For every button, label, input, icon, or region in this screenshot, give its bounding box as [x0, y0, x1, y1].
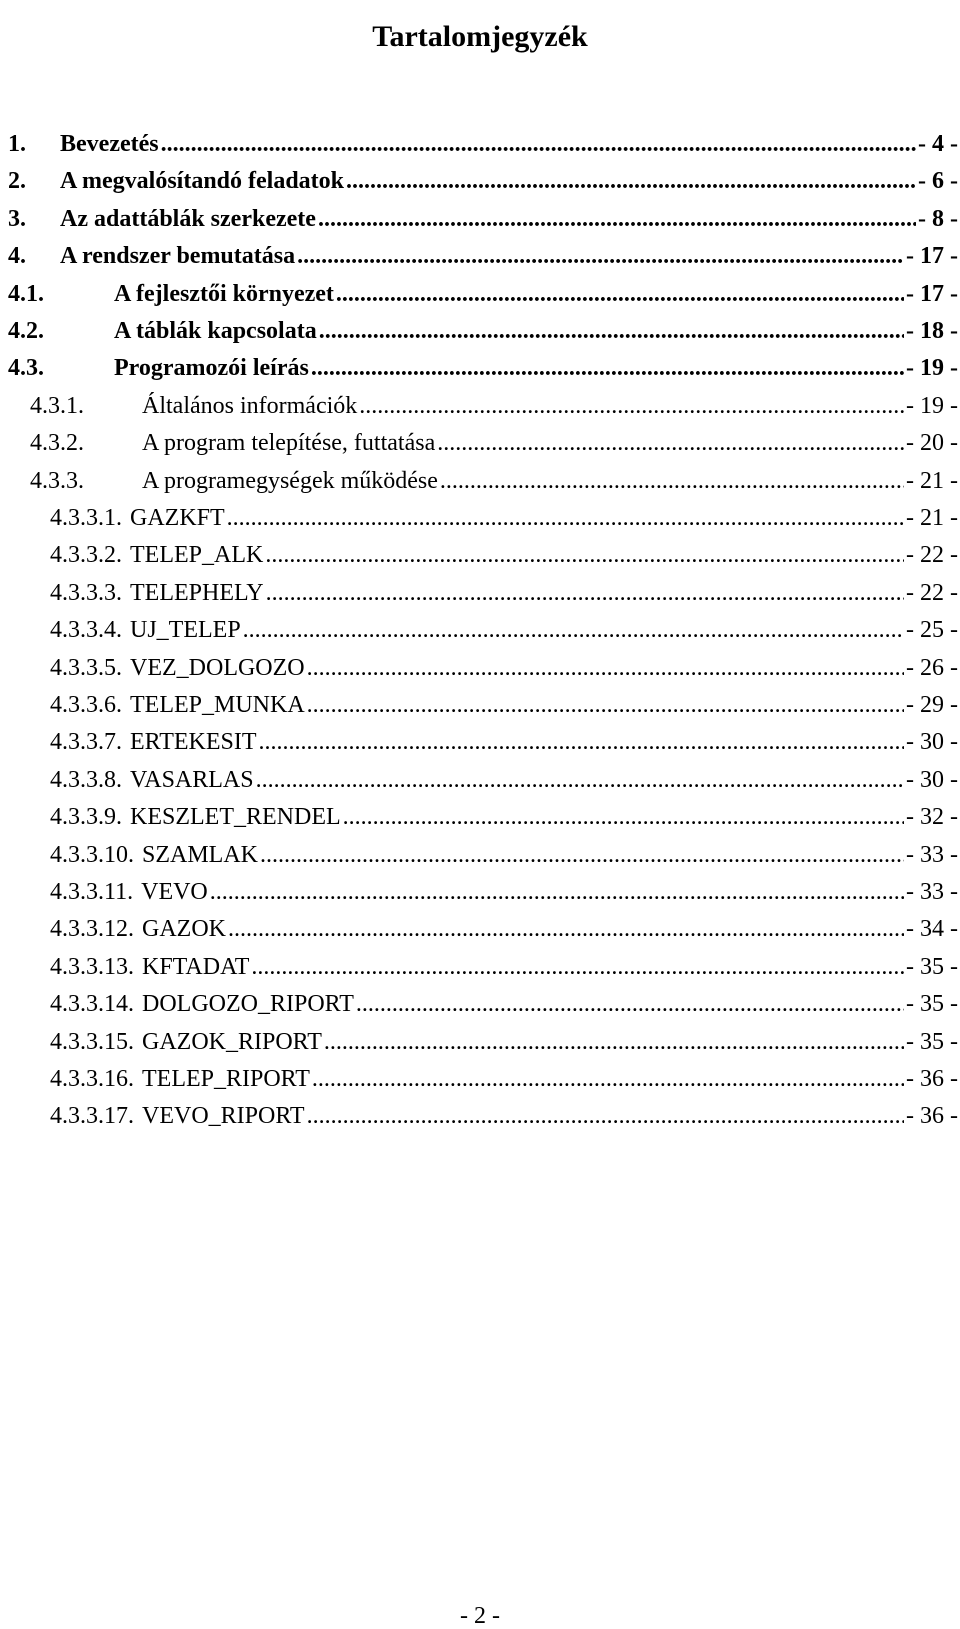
- toc-entry-number: 4.3.: [8, 355, 44, 381]
- toc-entry[interactable]: [50, 615, 958, 645]
- toc-entry-page: - 32 -: [906, 804, 958, 830]
- toc-entry[interactable]: [50, 840, 958, 870]
- toc-entry-title: TELEP_RIPORT: [142, 1066, 310, 1092]
- toc-entry-title: GAZOK: [142, 916, 226, 942]
- toc-entry[interactable]: [30, 428, 958, 458]
- toc-entry-title: GAZOK_RIPORT: [142, 1029, 322, 1055]
- toc-entry-number: 4.: [8, 243, 26, 269]
- toc-entry[interactable]: [30, 391, 958, 421]
- toc-dot-leader: [161, 129, 916, 159]
- toc-dot-leader: [356, 989, 904, 1019]
- toc-entry-number: 4.3.3.16.: [50, 1066, 134, 1092]
- toc-entry-number: 4.3.3.14.: [50, 991, 134, 1017]
- toc-dot-leader: [343, 802, 904, 832]
- toc-entry[interactable]: [50, 540, 958, 570]
- toc-entry-page: - 33 -: [906, 842, 958, 868]
- toc-entry[interactable]: [50, 1101, 958, 1131]
- toc-entry-title: A megvalósítandó feladatok: [60, 168, 345, 194]
- toc-entry-page: - 25 -: [906, 617, 958, 643]
- toc-entry-number: 4.3.3.2.: [50, 542, 122, 568]
- toc-entry-number: 4.3.3.6.: [50, 692, 122, 718]
- toc-entry-page: - 19 -: [906, 355, 958, 381]
- toc-entry[interactable]: [50, 727, 958, 757]
- toc-dot-leader: [346, 166, 916, 196]
- toc-entry-title: A rendszer bemutatása: [60, 243, 296, 269]
- toc-entry-title: VEZ_DOLGOZO: [130, 655, 305, 681]
- page-title: Tartalomjegyzék: [372, 20, 588, 54]
- toc-dot-leader: [243, 615, 904, 645]
- toc-dot-leader: [228, 914, 904, 944]
- toc-entry[interactable]: [50, 653, 958, 683]
- toc-entry-number: 4.3.3.3.: [50, 580, 122, 606]
- toc-entry[interactable]: [8, 316, 958, 346]
- toc-entry-title: Az adattáblák szerkezete: [60, 206, 316, 232]
- toc-entry-number: 4.3.3.9.: [50, 804, 122, 830]
- toc-entry[interactable]: [50, 1064, 958, 1094]
- toc-entry-number: 4.3.3.17.: [50, 1103, 134, 1129]
- toc-entry-page: - 19 -: [906, 393, 958, 419]
- toc-dot-leader: [324, 1027, 904, 1057]
- toc-entry-page: - 17 -: [906, 243, 958, 269]
- toc-entry-title: A táblák kapcsolata: [114, 318, 317, 344]
- toc-entry-title: TELEP_MUNKA: [130, 692, 305, 718]
- toc-entry-title: TELEP_ALK: [130, 542, 264, 568]
- toc-entry-number: 4.3.3.10.: [50, 842, 134, 868]
- toc-entry-page: - 20 -: [906, 430, 958, 456]
- toc-entry-page: - 18 -: [906, 318, 958, 344]
- toc-entry[interactable]: [30, 466, 958, 496]
- toc-entry-title: TELEPHELY: [130, 580, 264, 606]
- toc-entry-number: 4.1.: [8, 281, 44, 307]
- toc-entry-page: - 34 -: [906, 916, 958, 942]
- toc-entry-number: 4.3.3.15.: [50, 1029, 134, 1055]
- toc-entry[interactable]: [50, 877, 958, 907]
- toc-entry-number: 2.: [8, 168, 26, 194]
- toc-entry[interactable]: [50, 989, 958, 1019]
- toc-entry-title: DOLGOZO_RIPORT: [142, 991, 354, 1017]
- toc-dot-leader: [251, 952, 904, 982]
- toc-dot-leader: [260, 840, 904, 870]
- toc-entry-title: VEVO: [141, 879, 208, 905]
- toc-dot-leader: [259, 727, 904, 757]
- toc-entry-number: 1.: [8, 131, 26, 157]
- toc-dot-leader: [307, 690, 904, 720]
- toc-entry-number: 4.3.3.1.: [50, 505, 122, 531]
- toc-entry-title: VEVO_RIPORT: [142, 1103, 305, 1129]
- toc-entry[interactable]: [50, 503, 958, 533]
- toc-entry-title: KESZLET_RENDEL: [130, 804, 341, 830]
- toc-dot-leader: [312, 1064, 904, 1094]
- toc-entry-page: - 36 -: [906, 1103, 958, 1129]
- toc-entry[interactable]: [50, 802, 958, 832]
- toc-entry-title: A fejlesztői környezet: [114, 281, 334, 307]
- toc-entry-page: - 8 -: [918, 206, 958, 232]
- toc-entry[interactable]: [50, 765, 958, 795]
- toc-entry[interactable]: [8, 204, 958, 234]
- toc-dot-leader: [336, 279, 904, 309]
- toc-entry-page: - 35 -: [906, 1029, 958, 1055]
- toc-entry[interactable]: [50, 952, 958, 982]
- toc-dot-leader: [437, 428, 904, 458]
- toc-entry-page: - 29 -: [906, 692, 958, 718]
- toc-entry-page: - 22 -: [906, 542, 958, 568]
- toc-entry-title: Általános információk: [142, 393, 358, 419]
- toc-entry-number: 4.3.2.: [30, 430, 84, 456]
- toc-entry-page: - 6 -: [918, 168, 958, 194]
- toc-entry-number: 3.: [8, 206, 26, 232]
- toc-entry-page: - 35 -: [906, 954, 958, 980]
- toc-dot-leader: [318, 204, 916, 234]
- toc-entry-page: - 36 -: [906, 1066, 958, 1092]
- toc-dot-leader: [297, 241, 904, 271]
- toc-entry[interactable]: [8, 129, 958, 159]
- toc-entry-page: - 30 -: [906, 729, 958, 755]
- toc-entry[interactable]: [8, 241, 958, 271]
- toc-entry-page: - 17 -: [906, 281, 958, 307]
- toc-entry[interactable]: [50, 578, 958, 608]
- toc-dot-leader: [265, 540, 904, 570]
- toc-entry-number: 4.3.3.8.: [50, 767, 122, 793]
- toc-entry-number: 4.3.3.11.: [50, 879, 134, 905]
- toc-entry-page: - 26 -: [906, 655, 958, 681]
- toc-dot-leader: [311, 353, 904, 383]
- toc-entry-title: ERTEKESIT: [130, 729, 257, 755]
- toc-entry-number: 4.3.1.: [30, 393, 84, 419]
- toc-entry-number: 4.3.3.13.: [50, 954, 134, 980]
- toc-entry-page: - 30 -: [906, 767, 958, 793]
- toc-entry[interactable]: [8, 353, 958, 383]
- toc-entry-page: - 21 -: [906, 468, 958, 494]
- toc-entry[interactable]: [50, 690, 958, 720]
- toc-entry-title: Bevezetés: [60, 131, 159, 157]
- toc-entry[interactable]: [8, 166, 958, 196]
- toc-dot-leader: [256, 765, 904, 795]
- toc-entry-title: SZAMLAK: [142, 842, 259, 868]
- toc-entry-number: 4.3.3.: [30, 468, 84, 494]
- toc-entry-title: GAZKFT: [130, 505, 225, 531]
- toc-entry-number: 4.3.3.12.: [50, 916, 134, 942]
- toc-entry[interactable]: [50, 914, 958, 944]
- toc-entry-number: 4.2.: [8, 318, 44, 344]
- toc-dot-leader: [440, 466, 904, 496]
- toc-entry-title: Programozói leírás: [114, 355, 309, 381]
- toc-dot-leader: [266, 578, 904, 608]
- toc-entry-title: VASARLAS: [130, 767, 254, 793]
- toc-dot-leader: [307, 653, 904, 683]
- toc-entry-title: A program telepítése, futtatása: [142, 430, 436, 456]
- toc-entry-title: KFTADAT: [142, 954, 250, 980]
- toc-entry-page: - 33 -: [906, 879, 958, 905]
- toc-entry-page: - 22 -: [906, 580, 958, 606]
- toc-entry-number: 4.3.3.4.: [50, 617, 122, 643]
- toc-entry[interactable]: [8, 279, 958, 309]
- toc-dot-leader: [319, 316, 904, 346]
- toc-entry-number: 4.3.3.5.: [50, 655, 122, 681]
- toc-entry-title: UJ_TELEP: [130, 617, 241, 643]
- toc-entry-page: - 4 -: [918, 131, 958, 157]
- page-number: - 2 -: [460, 1603, 500, 1629]
- toc-dot-leader: [359, 391, 904, 421]
- toc-entry-page: - 35 -: [906, 991, 958, 1017]
- toc-entry-title: A programegységek működése: [142, 468, 438, 494]
- toc-entry-number: 4.3.3.7.: [50, 729, 122, 755]
- toc-dot-leader: [307, 1101, 904, 1131]
- toc-entry[interactable]: [50, 1027, 958, 1057]
- toc-dot-leader: [227, 503, 904, 533]
- toc-entry-page: - 21 -: [906, 505, 958, 531]
- toc-dot-leader: [210, 877, 904, 907]
